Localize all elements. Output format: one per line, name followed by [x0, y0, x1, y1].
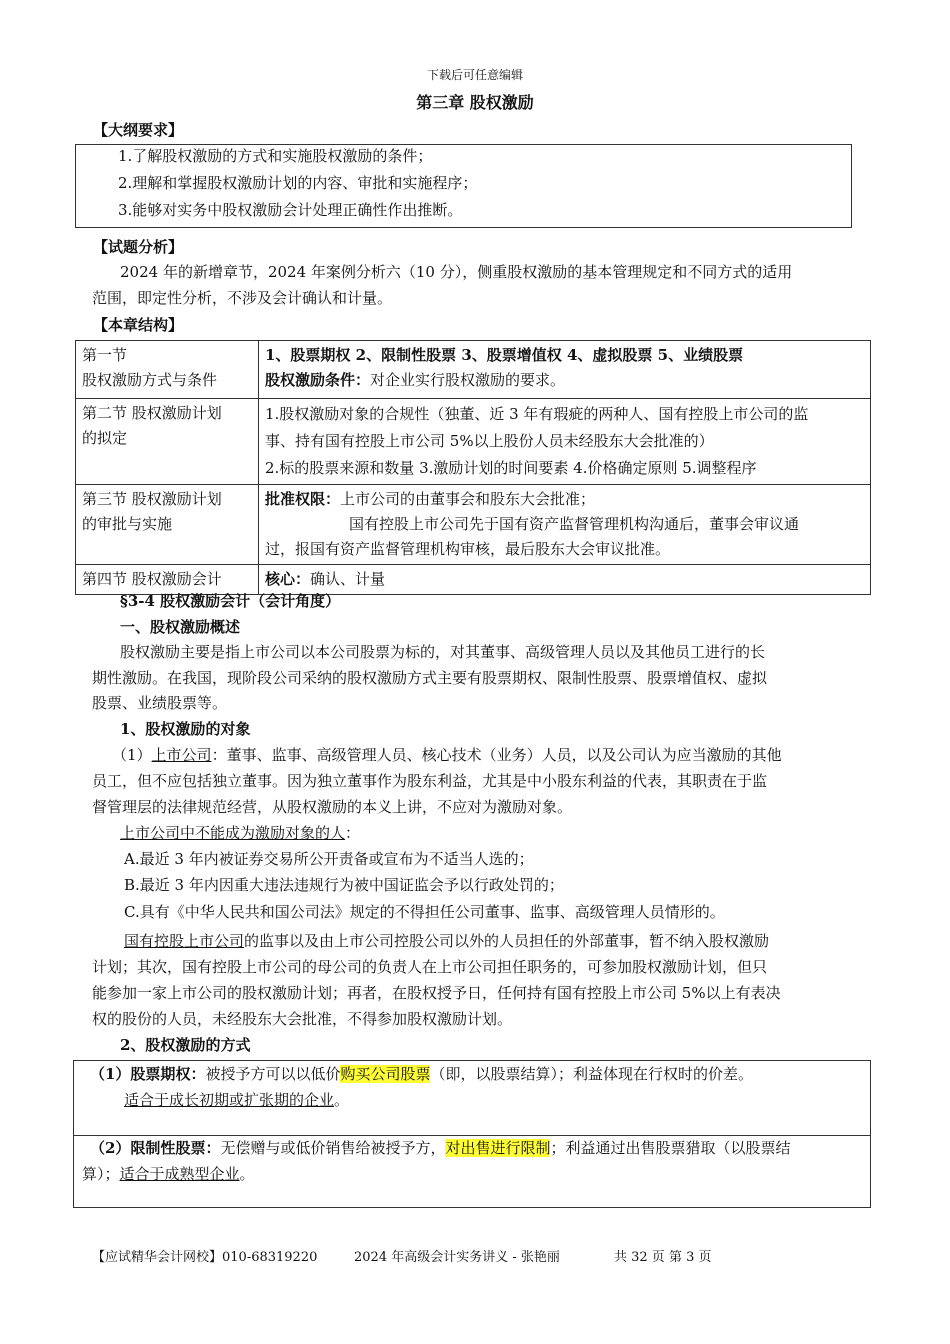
content-cell [259, 565, 871, 595]
outline-item-1: 1.了解股权激励的方式和实施股权激励的条件； [118, 147, 433, 165]
outline-item-2: 2.理解和掌握股权激励计划的内容、审批和实施程序； [118, 174, 478, 192]
soe-term: 国有控股上市公司 [124, 932, 245, 950]
footer-school: 【应试精华会计网校】010-68319220 [92, 1250, 318, 1265]
content-line [265, 567, 864, 592]
subheading-methods: 2、股权激励的方式 [120, 1036, 251, 1054]
soe-line-2: 计划；其次，国有控股上市公司的母公司的负责人在上市公司担任职务的，可参加股权激励计划，但只 [92, 958, 768, 976]
method-highlight: 购买公司股票 [340, 1065, 431, 1083]
method-text: 被授予方可以以低价 [205, 1065, 341, 1083]
analysis-heading: 【试题分析】 [93, 238, 184, 256]
method-text: 算）； [82, 1165, 120, 1183]
soe-text: 的监事以及由上市公司控股公司以外的人员担任的外部董事，暂不纳入股权激励 [244, 932, 770, 950]
cannot-item-c: C.具有《中华人民共和国公司法》规定的不得担任公司董事、监事、高级管理人员情形的。 [124, 903, 725, 921]
method-note-end: 。 [239, 1165, 255, 1183]
methods-divider [74, 1135, 870, 1136]
table-row [76, 341, 871, 399]
objects-line-2: 员工，但不应包括独立董事。因为独立董事作为股东利益，尤其是中小股东利益的代表，其职责在于监 [92, 772, 768, 790]
objects-text: ：董事、监事、高级管理人员、核心技术（业务）人员，以及公司认为应当激励的其他 [211, 746, 782, 764]
section-title: §3-4 股权激励会计（会计角度） [120, 592, 341, 610]
overview-line-3: 股票、业绩股票等。 [92, 694, 228, 712]
analysis-line-1: 2024 年的新增章节，2024 年案例分析六（10 分），侧重股权激励的基本管理规定和不同方式的适用 [120, 263, 793, 281]
content-label: 股权激励条件： [265, 371, 371, 389]
methods-box [73, 1060, 871, 1208]
method-label: （1）股票期权： [90, 1065, 206, 1083]
objects-line-3: 督管理层的法律规范经营，从股权激励的本义上讲，不应对为激励对象。 [92, 798, 573, 816]
content-line: 1.股权激励对象的合规性（独董、近 3 年有瑕疵的两种人、国有控股上市公司的监 [265, 405, 809, 423]
subheading-objects: 1、股权激励的对象 [120, 720, 251, 738]
content-line [265, 368, 864, 393]
soe-line-4: 权的股份的人员，未经股东大会批准，不得参加股权激励计划。 [92, 1010, 513, 1028]
chapter-title: 第三章 股权激励 [416, 93, 534, 112]
content-cell [259, 485, 871, 565]
analysis-line-2: 范围，即定性分析，不涉及会计确认和计量。 [92, 289, 393, 307]
section-subtitle: 的审批与实施 [82, 515, 173, 533]
content-line [265, 487, 864, 512]
content-cell [259, 399, 871, 485]
content-cell [259, 341, 871, 399]
section-cell [76, 341, 259, 399]
method-note-end: 。 [334, 1091, 350, 1109]
section-subtitle: 股权激励方式与条件 [82, 371, 218, 389]
subheading-overview: 一、股权激励概述 [120, 618, 241, 636]
method-stock-options-note [124, 1089, 349, 1111]
outline-box [75, 144, 852, 228]
table-row [76, 399, 871, 485]
overview-line-2: 期性激励。在我国，现阶段公司采纳的股权激励方式主要有股票期权、限制性股票、股票增值权、虚拟 [92, 669, 768, 687]
method-restricted-stock-line2 [82, 1163, 255, 1185]
method-stock-options [90, 1063, 753, 1085]
section-subtitle: 的拟定 [82, 429, 128, 447]
section-cell [76, 399, 259, 485]
section-cell [76, 485, 259, 565]
download-note: 下载后可任意编辑 [426, 68, 523, 82]
soe-line-3: 能参加一家上市公司的股权激励计划；再者，在股权授予日，任何持有国有控股上市公司 5%以上有表决 [92, 984, 781, 1002]
content-label: 核心： [265, 570, 311, 588]
content-line: 1、股票期权 2、限制性股票 3、股票增值权 4、虚拟股票 5、业绩股票 [265, 346, 744, 364]
content-text: 对企业实行股权激励的要求。 [370, 371, 566, 389]
cannot-colon: ： [345, 824, 361, 842]
table-row [76, 485, 871, 565]
outline-heading: 【大纲要求】 [93, 121, 184, 139]
method-restricted-stock [90, 1137, 791, 1159]
outline-item-3: 3.能够对实务中股权激励会计处理正确性作出推断。 [118, 201, 463, 219]
section-name: 第四节 股权激励会计 [82, 570, 222, 588]
method-note: 适合于成熟型企业 [119, 1165, 240, 1183]
method-note: 适合于成长初期或扩张期的企业 [124, 1091, 335, 1109]
cannot-term: 上市公司中不能成为激励对象的人 [120, 824, 346, 842]
cannot-heading [120, 822, 360, 843]
cannot-item-a: A.最近 3 年内被证券交易所公开责备或宣布为不适当人选的； [124, 850, 534, 868]
overview-line-1: 股权激励主要是指上市公司以本公司股票为标的，对其董事、高级管理人员以及其他员工进行的长 [120, 643, 766, 661]
section-name: 第一节 [82, 346, 128, 364]
footer-page-count: 共 32 页 第 3 页 [614, 1250, 712, 1265]
method-label: （2）限制性股票： [90, 1139, 221, 1157]
section-name: 第二节 股权激励计划 [82, 404, 222, 422]
content-text: 确认、计量 [310, 570, 386, 588]
content-label: 批准权限： [265, 490, 341, 508]
objects-line-1 [112, 744, 782, 765]
method-text: ；利益通过出售股票猎取（以股票结 [550, 1139, 791, 1157]
content-text: 上市公司的由董事会和股东大会批准； [340, 490, 596, 508]
cannot-item-b: B.最近 3 年内因重大违法违规行为被中国证监会予以行政处罚的； [124, 876, 564, 894]
section-name: 第三节 股权激励计划 [82, 490, 222, 508]
method-text: （即，以股票结算）；利益体现在行权时的价差。 [430, 1065, 753, 1083]
objects-prefix: （1） [112, 746, 152, 764]
soe-line-1 [124, 930, 769, 951]
method-highlight: 对出售进行限制 [445, 1139, 551, 1157]
content-line: 事、持有国有控股上市公司 5%以上股份人员未经股东大会批准的） [265, 432, 714, 450]
method-text: 无偿赠与或低价销售给被授予方， [220, 1139, 446, 1157]
content-line: 过，报国有资产监督管理机构审核，最后股东大会审议批准。 [265, 540, 671, 558]
content-line: 2.标的股票来源和数量 3.激励计划的时间要素 4.价格确定原则 5.调整程序 [265, 459, 757, 477]
objects-term: 上市公司 [151, 746, 212, 764]
chapter-structure-table [75, 340, 871, 595]
structure-heading: 【本章结构】 [93, 316, 184, 334]
content-line: 国有控股上市公司先于国有资产监督管理机构沟通后，董事会审议通 [349, 515, 800, 533]
footer-course: 2024 年高级会计实务讲义 - 张艳丽 [354, 1250, 560, 1265]
